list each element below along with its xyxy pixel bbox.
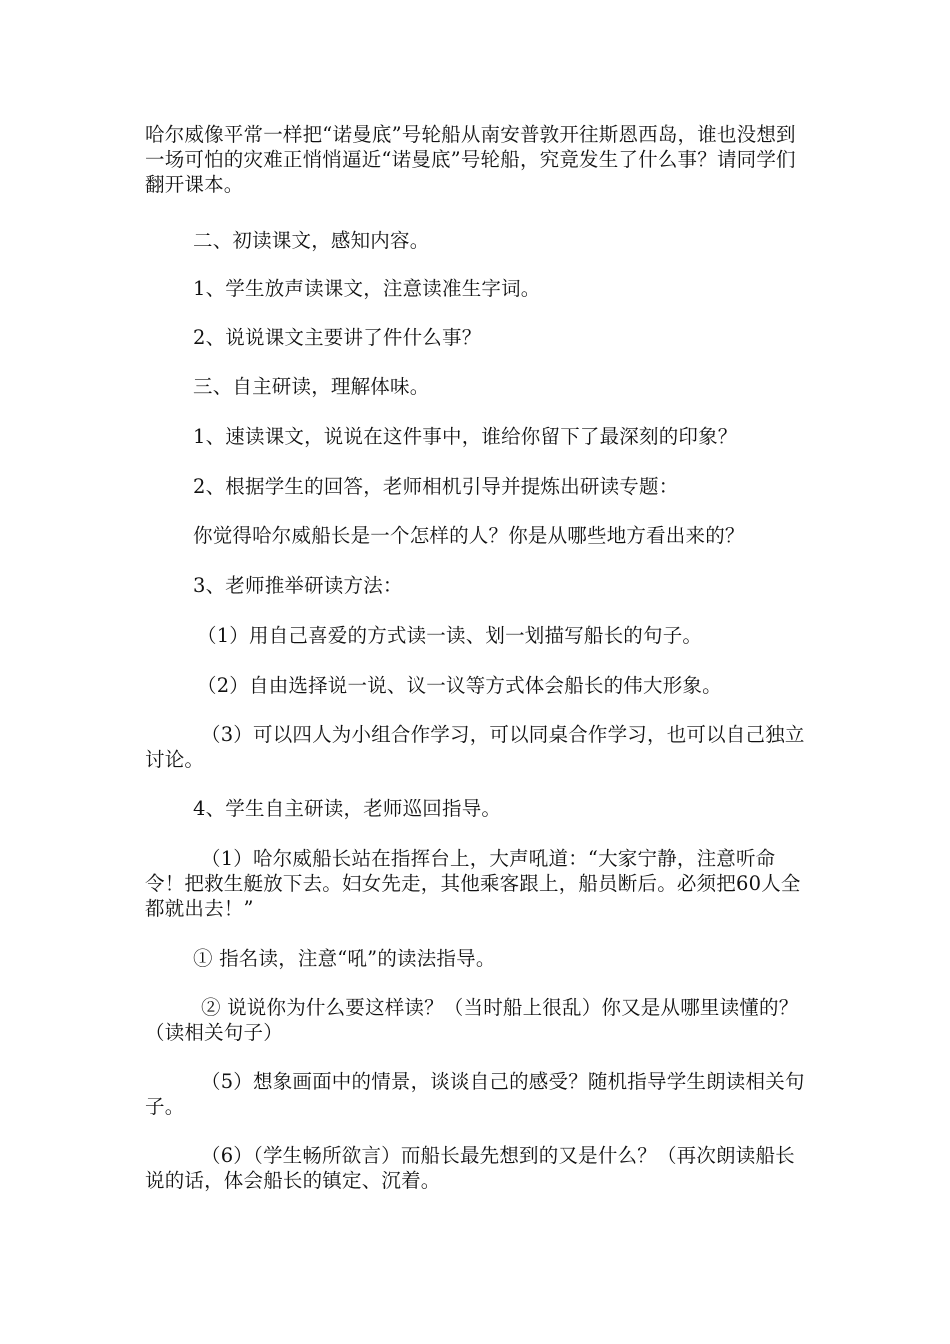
step-item: 3、老师推举研读方法：	[193, 574, 403, 597]
step-item: 1、速读课文，说说在这件事中，谁给你留下了最深刻的印象？	[193, 425, 738, 448]
section-heading-3: 三、自主研读，理解体味。	[193, 375, 430, 398]
study-question: 你觉得哈尔威船长是一个怎样的人？你是从哪些地方看出来的？	[193, 524, 745, 547]
method-item: （1）用自己喜爱的方式读一读、划一划描写船长的句子。	[197, 624, 703, 647]
method-item: （5）想象画面中的情景，谈谈自己的感受？随机指导学生朗读相关句子。	[145, 1070, 805, 1118]
step-item: 4、学生自主研读，老师巡回指导。	[193, 797, 502, 820]
intro-paragraph: 哈尔威像平常一样把“诺曼底”号轮船从南安普敦开往斯恩西岛，谁也没想到一场可怕的灾难正悄悄逼近“诺曼底”号轮船，究竟发生了什么事？请同学们翻开课本。	[145, 123, 796, 196]
step-item: 1、学生放声读课文，注意读准生字词。	[193, 277, 541, 300]
method-item: （3）可以四人为小组合作学习，可以同桌合作学习，也可以自己独立讨论。	[145, 723, 805, 771]
sub-item: ② 说说你为什么要这样读？（当时船上很乱）你又是从哪里读懂的？（读相关句子）	[145, 996, 799, 1044]
sub-item: ① 指名读，注意“吼”的读法指导。	[193, 947, 496, 970]
method-item: （6）（学生畅所欲言）而船长最先想到的又是什么？（再次朗读船长说的话，体会船长的镇定、沉着。	[145, 1144, 795, 1192]
step-item: 2、根据学生的回答，老师相机引导并提炼出研读专题：	[193, 475, 679, 498]
method-item: （2）自由选择说一说、议一议等方式体会船长的伟大形象。	[197, 674, 722, 697]
quote-item: （1）哈尔威船长站在指挥台上，大声吼道：“大家宁静，注意听命令！把救生艇放下去。妇女先走，其他乘客跟上，船员断后。必须把60人全都就出去！”	[145, 847, 801, 920]
step-item: 2、说说课文主要讲了件什么事？	[193, 326, 482, 349]
section-heading-2: 二、初读课文，感知内容。	[193, 229, 430, 252]
